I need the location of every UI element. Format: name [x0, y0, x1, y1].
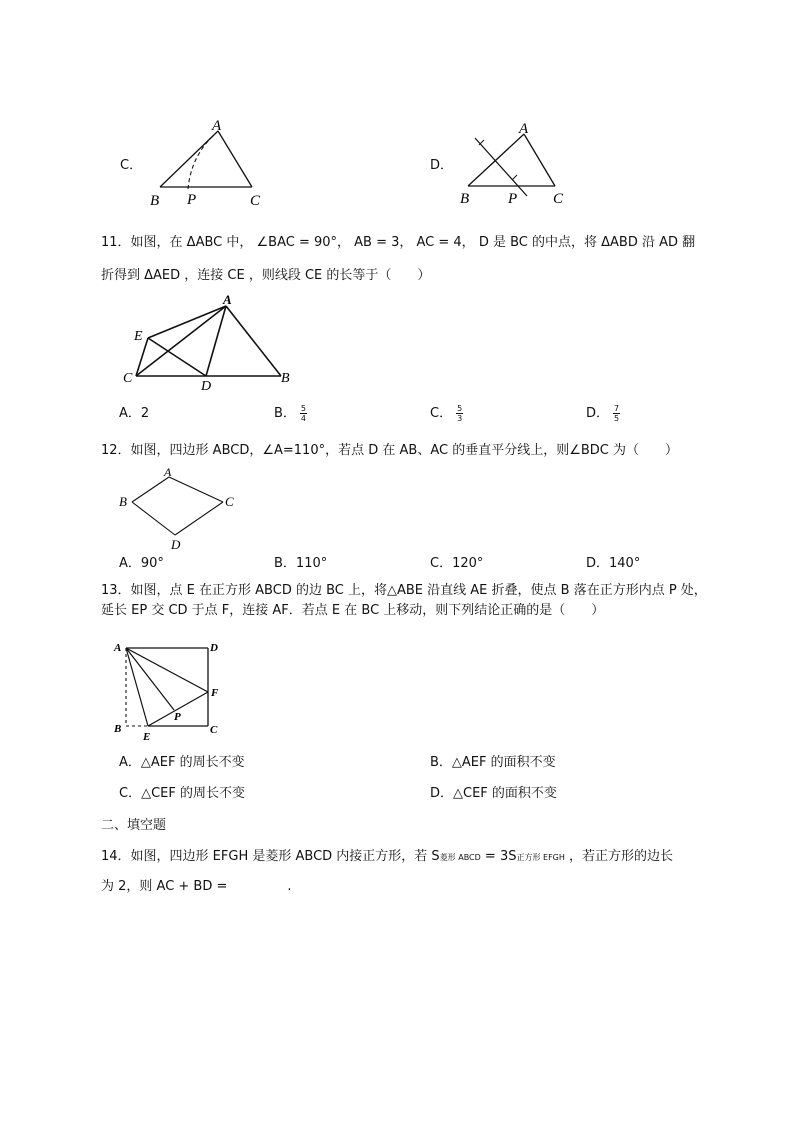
- q12-label-a: A: [164, 465, 172, 479]
- q10c-label-p: P: [187, 192, 197, 208]
- q12-figure: [115, 465, 245, 555]
- q11-option-d-den: 5: [614, 414, 620, 423]
- q13-option-b: B．△AEF 的面积不变: [430, 755, 556, 770]
- q12-text: 12．如图，四边形 ABCD，∠A=110°，若点 D 在 AB、AC 的垂直平分线上，则∠BDC 为（ ）: [101, 443, 678, 458]
- q14-text-line2-main: 为 2，则 AC + BD =: [101, 879, 228, 894]
- q12-option-b: B．110°: [274, 556, 328, 571]
- q14-formula-mid: = 3S: [480, 849, 517, 864]
- q11-label-b: B: [281, 371, 290, 386]
- q12-label-b: B: [119, 494, 127, 509]
- q14-text-line1: [101, 847, 673, 868]
- q14-text-end: ，若正方形的边长: [564, 849, 674, 864]
- q11-option-b-num: 5: [300, 404, 307, 413]
- q14-text-line2: [101, 877, 292, 897]
- q13-figure: [108, 636, 233, 746]
- q13-label-a: A: [114, 642, 122, 654]
- q12-option-d: D．140°: [586, 556, 641, 571]
- q11-label-e: E: [134, 329, 143, 344]
- q11-option-c-num: 5: [457, 404, 463, 413]
- q11-option-b-fraction: [300, 404, 307, 423]
- q14-text-start: 14．如图，四边形 EFGH 是菱形 ABCD 内接正方形，若: [101, 849, 432, 864]
- q10-option-c-label: C．: [120, 158, 143, 173]
- q10d-label-p: P: [508, 191, 518, 207]
- q11-option-c-den: 3: [457, 414, 463, 423]
- q11-option-d: [586, 404, 620, 424]
- q10d-label-c: C: [553, 191, 564, 207]
- q11-option-c: [430, 404, 463, 424]
- q12-label-d: D: [171, 537, 181, 552]
- q11-option-c-fraction: [456, 404, 463, 423]
- q11-label-a: A: [223, 292, 232, 307]
- q11-label-d: D: [201, 379, 212, 390]
- q13-label-d: D: [210, 642, 218, 654]
- q13-label-f: F: [211, 687, 219, 699]
- q13-text-line1: 13．如图，点 E 在正方形 ABCD 的边 BC 上，将△ABE 沿直线 AE 折叠，使点 B 落在正方形内点 P 处，: [101, 583, 707, 598]
- q10-option-d-figure: [455, 118, 580, 210]
- q12-option-a: A．90°: [119, 556, 164, 571]
- q10d-label-b: B: [460, 191, 470, 207]
- q10-option-c-figure: [145, 115, 275, 210]
- q13-label-e: E: [143, 731, 151, 743]
- section-heading: 二、填空题: [101, 818, 167, 833]
- q10c-label-c: C: [250, 193, 261, 209]
- q13-option-a: A．△AEF 的周长不变: [119, 755, 245, 770]
- q11-label-c: C: [123, 371, 133, 386]
- q14-text-line2-period: .: [287, 879, 292, 894]
- q14-formula-sub-square: 正方形 EFGH: [516, 853, 565, 862]
- q11-option-b: [274, 404, 307, 424]
- q11-option-a: A．2: [119, 406, 150, 421]
- q10-option-d-label: D．: [430, 158, 454, 173]
- q13-text-line2: 延长 EP 交 CD 于点 F，连接 AF．若点 E 在 BC 上移动，则下列结论正确的是（ ）: [101, 603, 605, 618]
- q10d-label-a: A: [519, 121, 529, 137]
- q13-label-p: P: [174, 711, 181, 723]
- q10c-label-b: B: [150, 193, 160, 209]
- q13-label-b: B: [114, 723, 122, 735]
- q11-option-c-label: C．: [430, 406, 453, 421]
- q10c-label-a: A: [212, 118, 222, 134]
- q14-formula-s: S: [431, 849, 440, 864]
- q13-option-d: D．△CEF 的面积不变: [430, 786, 557, 801]
- q11-figure: [118, 290, 303, 390]
- q11-option-d-label: D．: [586, 406, 610, 421]
- q11-text-line1: 11．如图，在 ΔABC 中， ∠BAC = 90°， AB = 3， AC = 4， D 是 BC 的中点，将 ΔABD 沿 AD 翻: [101, 235, 696, 250]
- q13-label-c: C: [210, 724, 218, 736]
- q11-option-b-den: 4: [300, 414, 307, 423]
- q11-option-d-fraction: [613, 404, 620, 423]
- q12-option-c: C．120°: [430, 556, 484, 571]
- q12-label-c: C: [225, 494, 234, 509]
- q11-text-line2: 折得到 ΔAED ，连接 CE ，则线段 CE 的长等于（ ）: [101, 268, 431, 283]
- q13-option-c: C．△CEF 的周长不变: [119, 786, 245, 801]
- q14-formula-sub-rhombus: 菱形 ABCD: [439, 853, 481, 862]
- q11-option-d-num: 7: [614, 404, 620, 413]
- q11-option-b-label: B．: [274, 406, 296, 421]
